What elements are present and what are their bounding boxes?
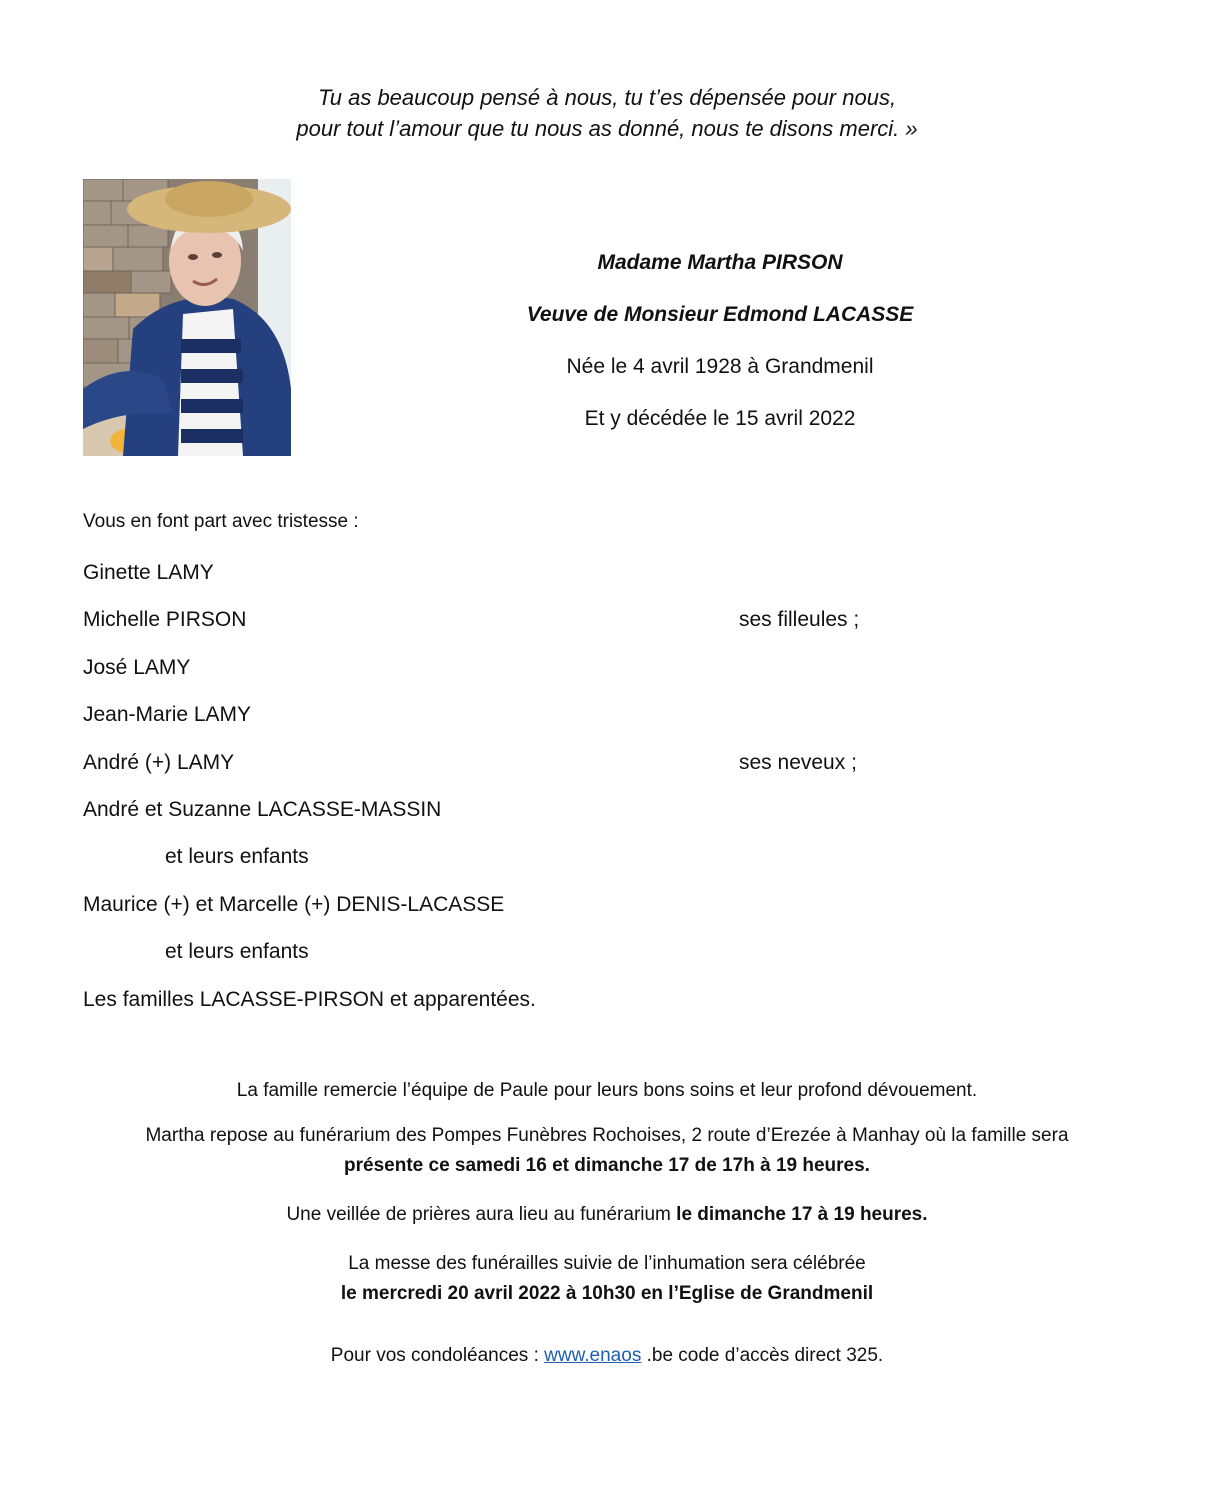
mass-line-2: le mercredi 20 avril 2022 à 10h30 en l’Eglise de Grandmenil [340, 1283, 874, 1304]
relation-label: ses filleules ; [739, 608, 860, 631]
deceased-name: Madame Martha PIRSON [597, 251, 843, 274]
vigil-line [0, 1204, 1214, 1226]
family-member: Maurice (+) et Marcelle (+) DENIS-LACASSE [83, 893, 505, 916]
mass-line-1: La messe des funérailles suivie de l’inhumation sera célébrée [348, 1253, 866, 1274]
family-member: José LAMY [83, 656, 191, 679]
spouse-line: Veuve de Monsieur Edmond LACASSE [526, 303, 914, 326]
family-member: Les familles LACASSE-PIRSON et apparentées. [83, 988, 536, 1011]
birth-line: Née le 4 avril 1928 à Grandmenil [566, 355, 874, 378]
rest-line-2: présente ce samedi 16 et dimanche 17 de 17h à 19 heures. [344, 1155, 870, 1176]
condolences-prefix: Pour vos condoléances : [330, 1345, 545, 1366]
family-member: André et Suzanne LACASSE-MASSIN [83, 798, 442, 821]
rest-line-1: Martha repose au funérarium des Pompes Funèbres Rochoises, 2 route d’Erezée à Manhay où la famille sera [145, 1125, 1069, 1146]
vigil-time: le dimanche 17 à 19 heures. [676, 1204, 928, 1225]
vigil-text: Une veillée de prières aura lieu au funérarium [286, 1204, 677, 1225]
quote-line-2: pour tout l’amour que tu nous as donné, nous te disons merci. » [296, 116, 918, 141]
portrait-photo [83, 179, 291, 456]
relation-label: ses neveux ; [739, 751, 857, 774]
condolences-suffix: .be code d’accès direct 325. [641, 1345, 884, 1366]
family-member: Michelle PIRSON [83, 608, 247, 631]
condolences-link[interactable]: www.enaos [544, 1345, 642, 1366]
quote-line-1: Tu as beaucoup pensé à nous, tu t’es dépensée pour nous, [317, 85, 897, 110]
family-member: André (+) LAMY [83, 751, 235, 774]
family-member: et leurs enfants [165, 845, 309, 868]
family-member: et leurs enfants [165, 940, 309, 963]
announcement-intro: Vous en font part avec tristesse : [83, 511, 359, 532]
condolences-line [0, 1345, 1214, 1367]
thanks-text: La famille remercie l’équipe de Paule pour leurs bons soins et leur profond dévouement. [236, 1080, 978, 1101]
family-member: Ginette LAMY [83, 561, 214, 584]
family-member: Jean-Marie LAMY [83, 703, 252, 726]
death-line: Et y décédée le 15 avril 2022 [584, 407, 856, 430]
